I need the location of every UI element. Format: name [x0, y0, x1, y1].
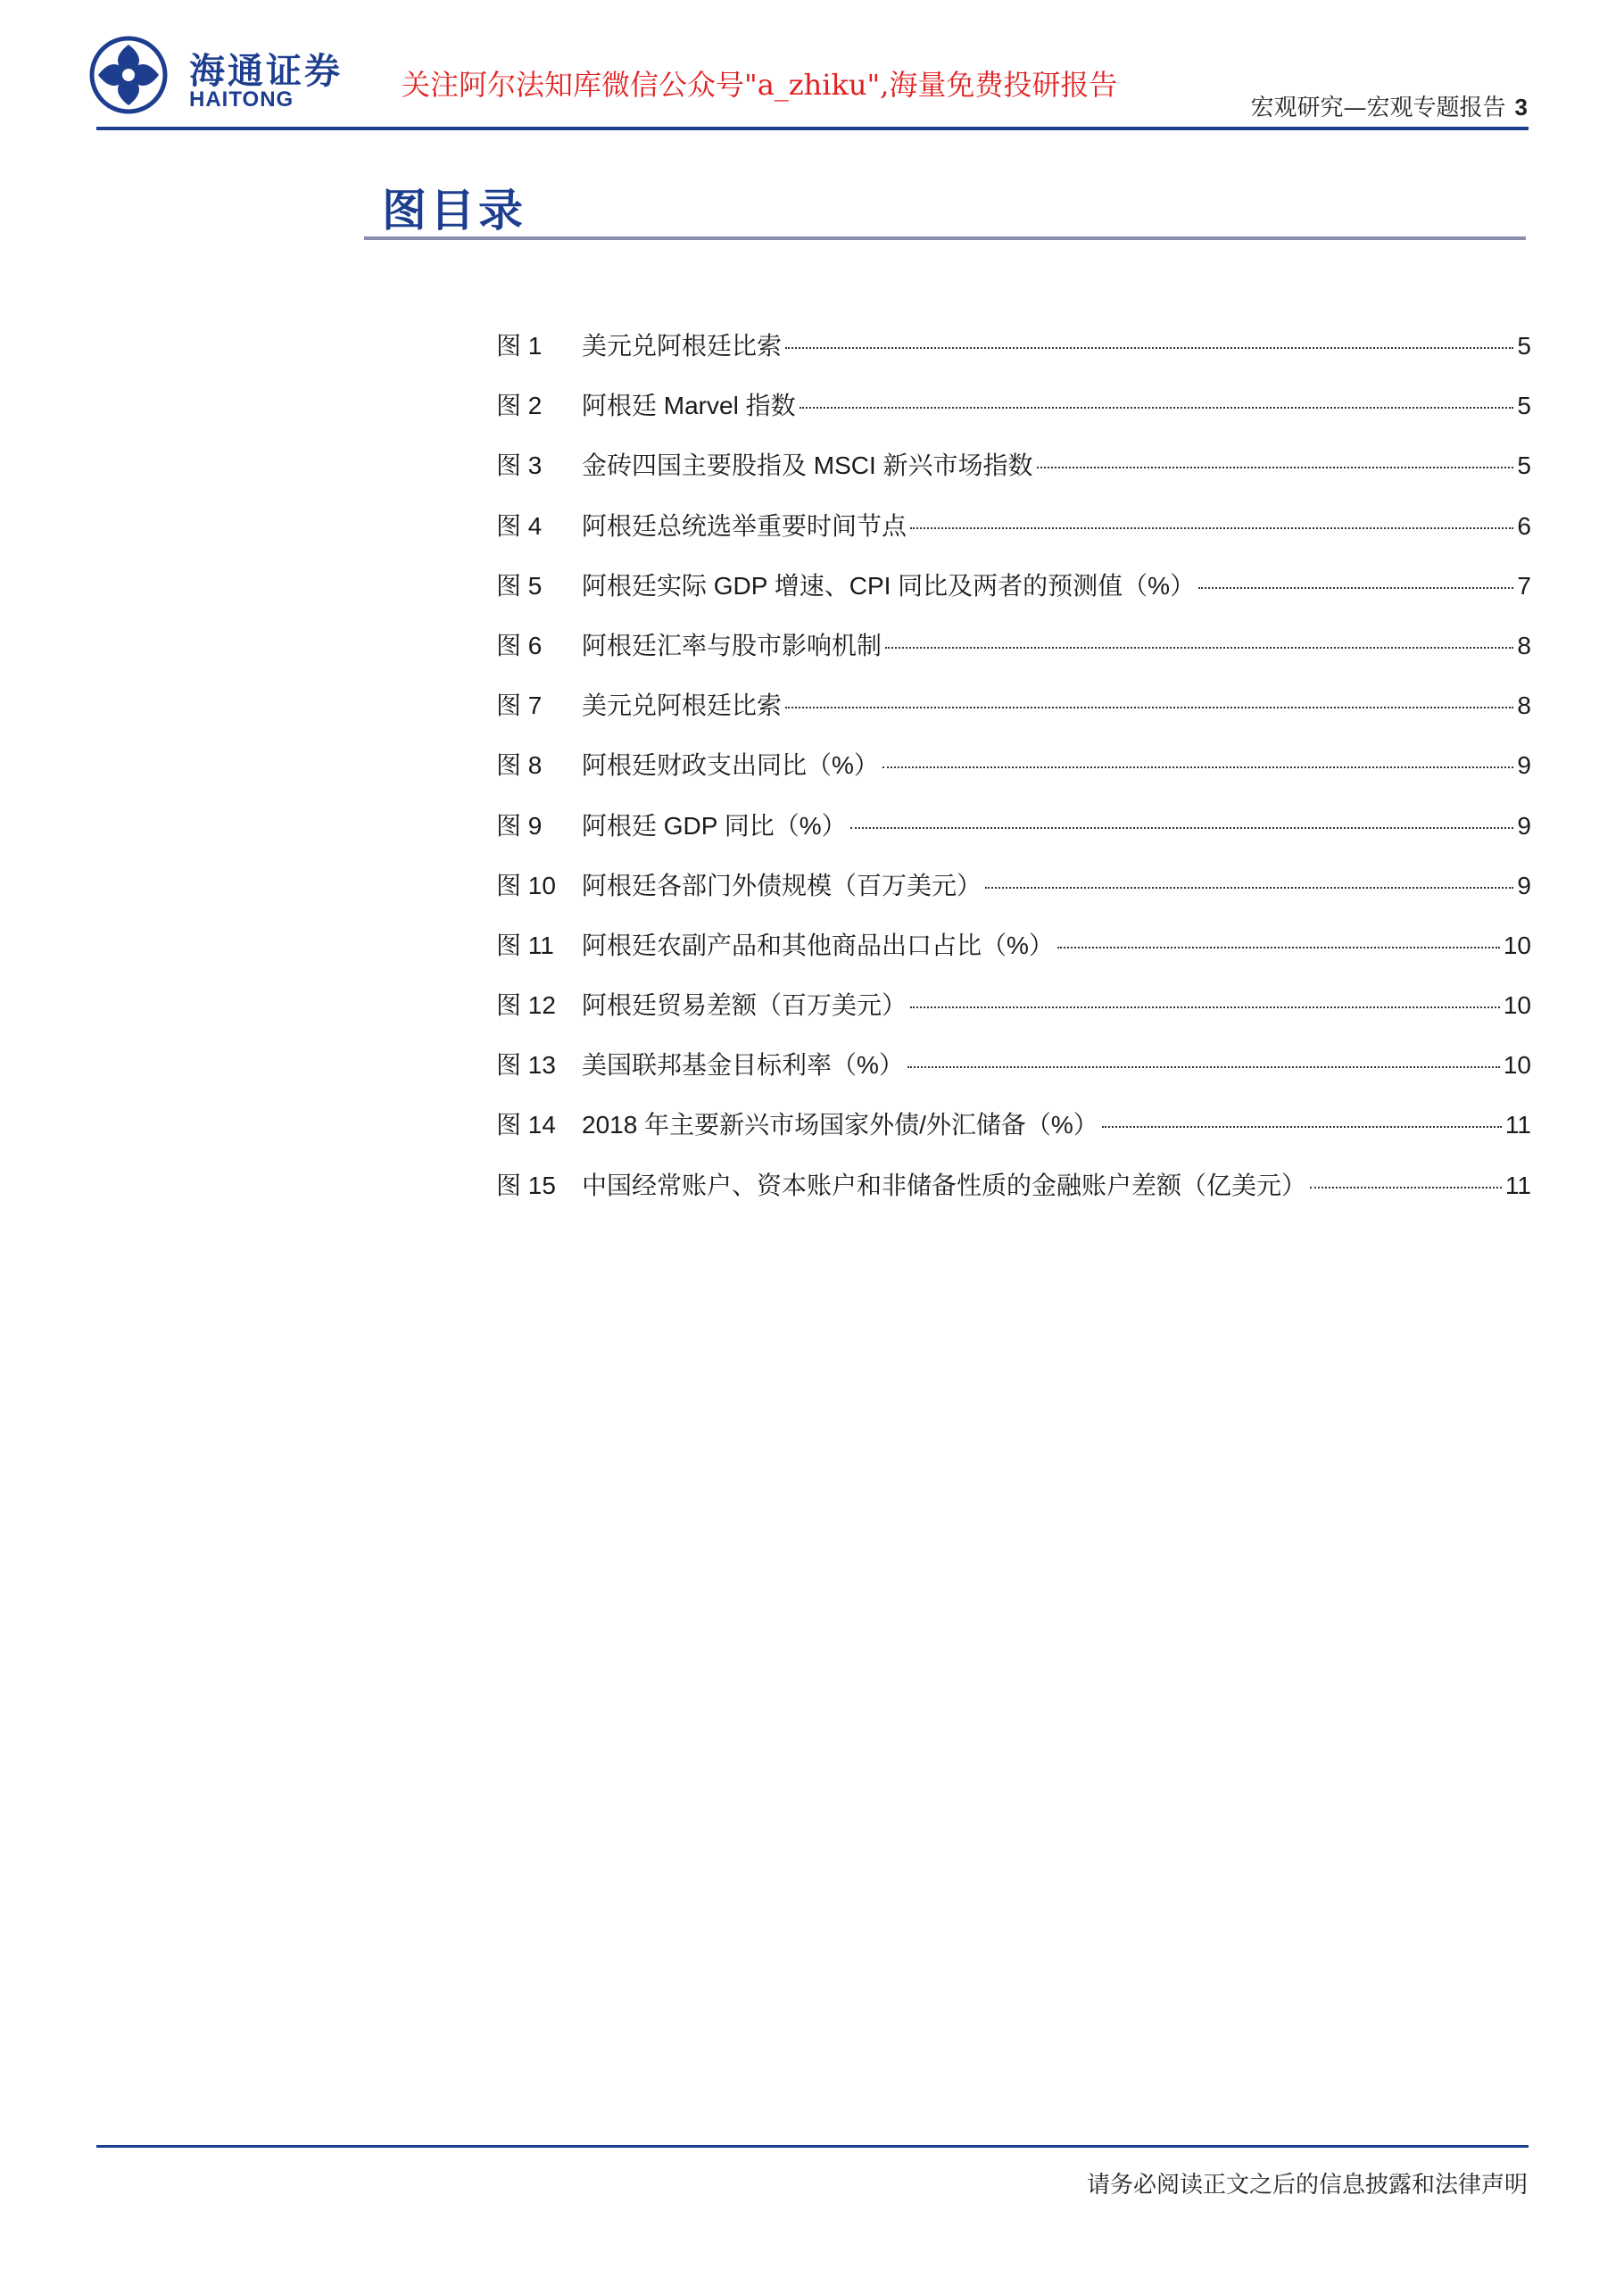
footer-disclaimer: 请务必阅读正文之后的信息披露和法律声明: [1086, 2172, 1528, 2199]
toc-figure-title: 阿根廷 GDP 同比（%）: [582, 811, 847, 840]
toc-figure-number: 图 5: [496, 571, 543, 600]
toc-entry-label: [496, 626, 882, 662]
report-type: 宏观研究—宏观专题报告: [1250, 95, 1506, 121]
toc-figure-number: 图 15: [496, 1171, 556, 1199]
section-title: 图目录: [382, 184, 526, 236]
toc-entry-label: [496, 866, 982, 902]
page-info: [1251, 89, 1528, 122]
toc-dot-leader: [1057, 947, 1500, 948]
toc-entry[interactable]: [496, 1046, 1531, 1106]
toc-dot-leader: [785, 347, 1513, 349]
toc-figure-number: 图 12: [496, 991, 556, 1020]
toc-dot-leader: [882, 766, 1514, 768]
toc-page-number: 10: [1503, 1051, 1531, 1080]
page-header: [0, 0, 1624, 134]
toc-figure-number: 图 7: [496, 692, 543, 720]
toc-dot-leader: [910, 527, 1513, 529]
toc-dot-leader: [785, 707, 1513, 708]
toc-dot-leader: [850, 827, 1514, 829]
toc-entry[interactable]: [496, 1166, 1531, 1226]
toc-entry[interactable]: [496, 926, 1531, 986]
toc-page-number: 5: [1517, 451, 1531, 480]
toc-entry[interactable]: [496, 507, 1531, 567]
toc-figure-number: 图 11: [496, 931, 554, 959]
toc-page-number: 7: [1517, 571, 1531, 600]
toc-entry-label: [496, 1046, 904, 1081]
title-divider: [364, 236, 1526, 240]
toc-entry[interactable]: [496, 686, 1531, 746]
toc-figure-title: 阿根廷贸易差额（百万美元）: [582, 991, 907, 1020]
toc-entry-label: [496, 446, 1033, 482]
toc-page-number: 10: [1503, 931, 1531, 959]
toc-entry[interactable]: [496, 746, 1531, 806]
toc-page-number: 8: [1517, 631, 1531, 659]
toc-page-number: 8: [1517, 692, 1531, 720]
toc-page-number: 10: [1503, 991, 1531, 1020]
toc-entry[interactable]: [496, 866, 1531, 926]
toc-dot-leader: [1037, 467, 1514, 468]
toc-figure-title: 阿根廷 Marvel 指数: [582, 392, 796, 420]
toc-figure-title: 美国联邦基金目标利率（%）: [582, 1051, 904, 1080]
toc-figure-title: 2018 年主要新兴市场国家外债/外汇储备（%）: [582, 1111, 1098, 1139]
toc-dot-leader: [1310, 1187, 1502, 1189]
watermark-text: 关注阿尔法知库微信公众号"a_zhiku",海量免费投研报告: [402, 68, 1118, 102]
toc-dot-leader: [885, 647, 1513, 649]
toc-dot-leader: [800, 407, 1514, 409]
toc-figure-title: 美元兑阿根廷比索: [582, 692, 783, 720]
header-divider: [96, 127, 1529, 130]
toc-figure-number: 图 10: [496, 871, 556, 899]
toc-entry-label: [496, 1166, 1306, 1202]
toc-figure-number: 图 6: [496, 631, 543, 659]
toc-page-number: 11: [1504, 1171, 1531, 1199]
toc-figure-title: 阿根廷总统选举重要时间节点: [582, 511, 907, 540]
toc-entry-label: [496, 1106, 1098, 1141]
toc-figure-title: 阿根廷实际 GDP 增速、CPI 同比及两者的预测值（%）: [582, 571, 1196, 600]
toc-entry-label: [496, 926, 1054, 962]
toc-entry-label: [496, 507, 907, 543]
toc-figure-number: 图 1: [496, 332, 543, 360]
toc-figure-title: 阿根廷汇率与股市影响机制: [582, 631, 882, 659]
toc-entry-label: [496, 986, 907, 1022]
toc-entry[interactable]: [496, 327, 1531, 386]
toc-entry[interactable]: [496, 1106, 1531, 1165]
toc-page-number: 9: [1517, 811, 1531, 840]
toc-figure-number: 图 3: [496, 451, 543, 480]
toc-dot-leader: [1102, 1126, 1502, 1128]
toc-entry-label: [496, 807, 847, 842]
haitong-logo: [89, 36, 357, 116]
page-number: 3: [1514, 94, 1528, 120]
toc-figure-number: 图 9: [496, 811, 543, 840]
toc-page-number: 5: [1517, 392, 1531, 420]
toc-dot-leader: [985, 887, 1513, 889]
toc-figure-number: 图 13: [496, 1051, 556, 1080]
toc-figure-number: 图 8: [496, 751, 543, 780]
toc-entry[interactable]: [496, 446, 1531, 506]
toc-entry[interactable]: [496, 986, 1531, 1046]
toc-entry-label: [496, 567, 1195, 602]
haitong-swirl-icon: [89, 36, 168, 114]
figure-toc: [496, 327, 1531, 1226]
toc-entry[interactable]: [496, 567, 1531, 626]
toc-dot-leader: [907, 1066, 1500, 1068]
toc-figure-title: 阿根廷农副产品和其他商品出口占比（%）: [582, 931, 1054, 959]
toc-entry[interactable]: [496, 386, 1531, 446]
toc-entry[interactable]: [496, 807, 1531, 866]
toc-page-number: 9: [1517, 871, 1531, 899]
toc-dot-leader: [910, 1006, 1500, 1008]
toc-entry-label: [496, 746, 879, 782]
toc-figure-title: 阿根廷财政支出同比（%）: [582, 751, 879, 780]
toc-page-number: 6: [1517, 511, 1531, 540]
logo-english-text: HAITONG: [189, 87, 294, 112]
logo-chinese-text: 海通证券: [189, 50, 343, 92]
toc-entry[interactable]: [496, 626, 1531, 686]
toc-entry-label: [496, 386, 796, 422]
toc-figure-title: 金砖四国主要股指及 MSCI 新兴市场指数: [582, 451, 1033, 480]
toc-figure-title: 阿根廷各部门外债规模（百万美元）: [582, 871, 982, 899]
toc-figure-title: 美元兑阿根廷比索: [582, 332, 783, 360]
toc-entry-label: [496, 327, 782, 362]
toc-figure-number: 图 14: [496, 1111, 556, 1139]
footer-divider: [96, 2145, 1529, 2148]
toc-figure-title: 中国经常账户、资本账户和非储备性质的金融账户差额（亿美元）: [582, 1171, 1307, 1199]
toc-page-number: 9: [1517, 751, 1531, 780]
toc-figure-number: 图 4: [496, 511, 543, 540]
toc-entry-label: [496, 686, 782, 722]
toc-figure-number: 图 2: [496, 392, 543, 420]
toc-page-number: 11: [1504, 1111, 1531, 1139]
toc-page-number: 5: [1517, 332, 1531, 360]
toc-dot-leader: [1198, 587, 1513, 589]
